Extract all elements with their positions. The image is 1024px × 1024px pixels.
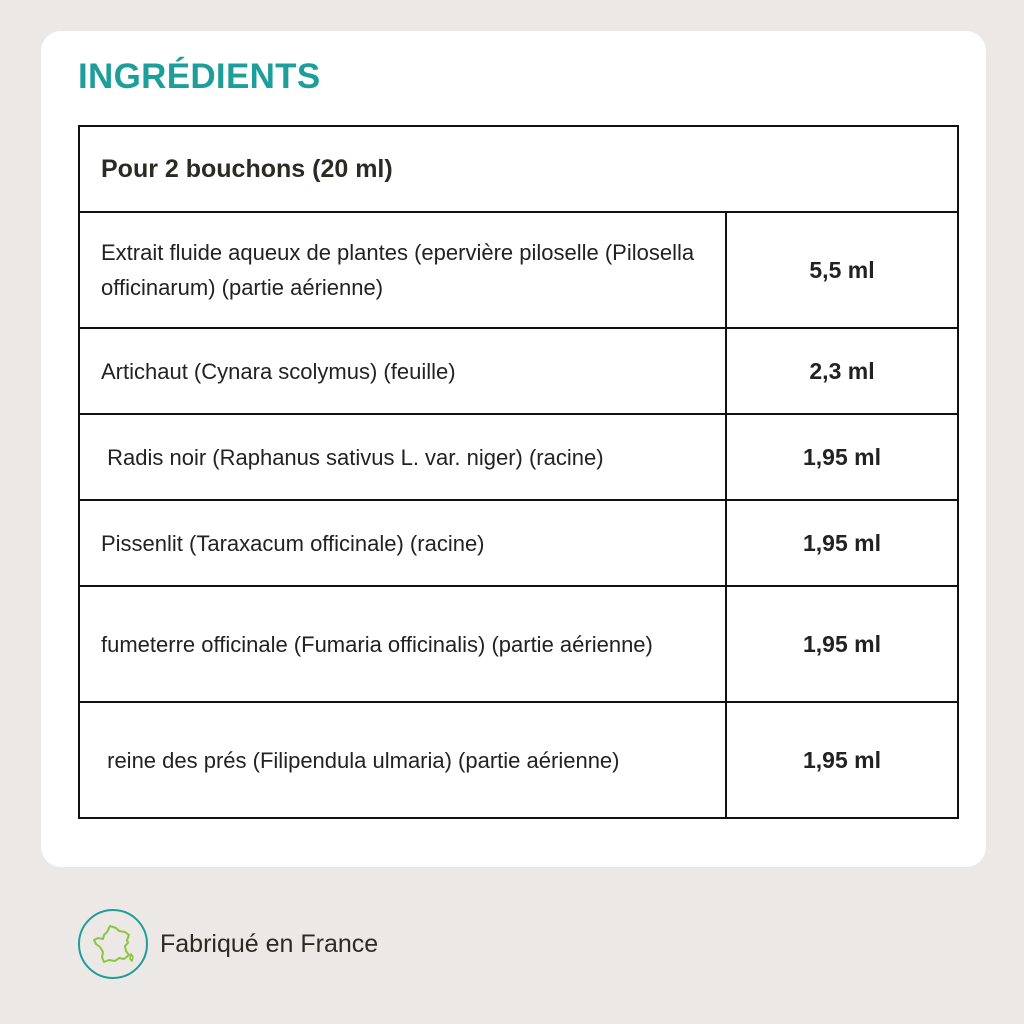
table-header-row xyxy=(79,126,958,212)
ingredients-card xyxy=(41,31,986,867)
ingredients-table xyxy=(78,125,959,819)
ingredient-quantity: 2,3 ml xyxy=(726,328,958,414)
ingredient-name: reine des prés (Filipendula ulmaria) (partie aérienne) xyxy=(79,702,726,818)
table-row xyxy=(79,702,958,818)
table-row xyxy=(79,328,958,414)
ingredient-name: Pissenlit (Taraxacum officinale) (racine) xyxy=(79,500,726,586)
section-title: INGRÉDIENTS xyxy=(78,57,321,96)
ingredient-quantity: 1,95 ml xyxy=(726,414,958,500)
ingredient-name: Artichaut (Cynara scolymus) (feuille) xyxy=(79,328,726,414)
made-in-france-text: Fabriqué en France xyxy=(160,929,379,958)
table-row xyxy=(79,212,958,328)
table-header: Pour 2 bouchons (20 ml) xyxy=(79,126,958,212)
ingredient-quantity: 5,5 ml xyxy=(726,212,958,328)
ingredient-quantity: 1,95 ml xyxy=(726,586,958,702)
table-row xyxy=(79,414,958,500)
ingredient-quantity: 1,95 ml xyxy=(726,702,958,818)
ingredient-name: Extrait fluide aqueux de plantes (epervière piloselle (Pilosella officinarum) (partie aérienne) xyxy=(79,212,726,328)
table-row xyxy=(79,586,958,702)
ingredient-name: fumeterre officinale (Fumaria officinalis) (partie aérienne) xyxy=(79,586,726,702)
ingredient-name: Radis noir (Raphanus sativus L. var. niger) (racine) xyxy=(79,414,726,500)
france-map-icon xyxy=(91,924,135,964)
made-in-france-badge xyxy=(78,907,378,981)
ingredient-quantity: 1,95 ml xyxy=(726,500,958,586)
table-row xyxy=(79,500,958,586)
france-badge-circle xyxy=(78,909,148,979)
